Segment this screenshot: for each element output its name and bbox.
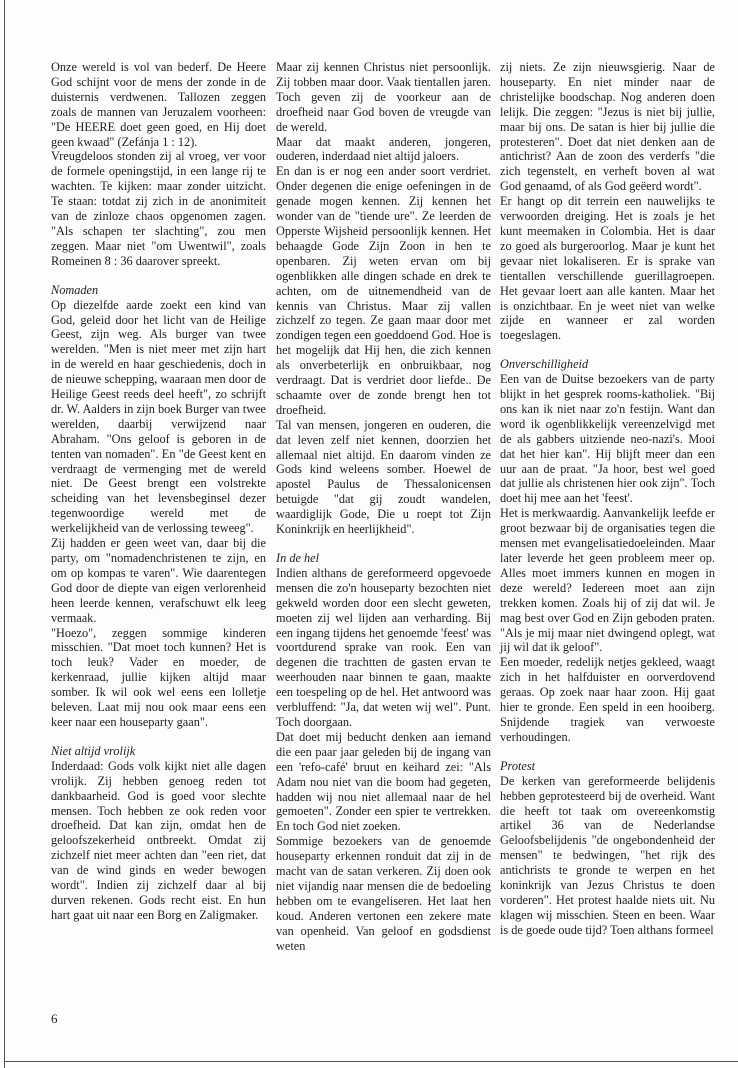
page-edge-bottom bbox=[4, 1061, 738, 1062]
section-heading: Nomaden bbox=[51, 282, 99, 297]
paragraph: zij niets. Ze zijn nieuwsgierig. Naar de houseparty. En niet minder naar de christelijke boodschap. Nog anderen doen lelijk. Die zeggen: "Jezus is niet bij jullie, maar bij ons. De satan is hier bij jullie die protesteren". Doet dat niet denken aan de antichrist? Aan de zoon des verderfs "die zich tegenstelt, en verheft boven al wat God genaamd, of als God geëerd wordt". bbox=[500, 60, 715, 194]
section-heading: Onverschilligheid bbox=[500, 357, 589, 372]
text-column-1 bbox=[51, 60, 266, 923]
paragraph: Indien althans de gereformeerd opgevoede mensen die zo'n houseparty bezochten niet gekweld worden door een slecht geweten, moeten zij wel lijden aan verharding. Bij een ingang tijdens het genoemde 'feest' was voortdurend sprake van rook. Een van degenen die trachtten de gasten ervan te weerhouden naar binnen te gaan, maakte een toespeling op de hel. Het antwoord was verbluffend: "Ja, dat weten wij wel". Punt. Toch doorgaan. bbox=[276, 565, 491, 729]
paragraph: Maar dat maakt anderen, jongeren, ouderen, inderdaad niet altijd jaloers. bbox=[276, 134, 491, 164]
paragraph: Inderdaad: Gods volk kijkt niet alle dagen vrolijk. Zij hebben genoeg reden tot dankbaarheid. God is goed voor slechte mensen. Toch hebben ze ook reden voor droefheid. Dat kan zijn, omdat hen de geloofszekerheid ontbreekt. Omdat zij zichzelf niet meer achten dan "een riet, dat van de wind ginds en weder bewogen wordt". Indien zij zichzelf daar al bij durven rekenen. Gods recht eist. En hun hart gaat uit naar een Borg en Zaligmaker. bbox=[51, 758, 266, 922]
paragraph: Het is merkwaardig. Aanvankelijk leefde er groot bezwaar bij de organisaties tegen die mensen met evangelisatiedoeleinden. Maar later leverde het geen probleem meer op. Alles moet immers kunnen en mogen in deze wereld? Iedereen moet aan zijn trekken komen. Zoals hij of zij dat wil. Je mag best over God en Zijn geboden praten. "Als je mij maar niet dwingend oplegt, wat jij wil dat ik geloof". bbox=[500, 506, 715, 655]
section-heading: In de hel bbox=[276, 551, 320, 565]
section-heading: Protest bbox=[500, 758, 536, 773]
paragraph: En dan is er nog een ander soort verdriet. Onder degenen die enige oefeningen in de genade mogen kennen. Zij kennen het wonder van de "tiende ure". Ze leerden de Opperste Wijsheid persoonlijk kennen. Het behaagde Gode Zijn Zoon in hen te openbaren. Zij weten ervan om bij ogenblikken alle dingen schade en drek te achten, om de uitnemendheid van de kennis van Christus. Maar zij vallen zichzelf zo tegen. Ze gaan maar door met zondigen tegen een goeddoend God. Hoe is het mogelijk dat Hij hen, die zich kennen als onverbeterlijk en onbruikbaar, nog verdraagt. Dat is verdriet door liefde.. De schaamte over de zonde brengt hen tot droefheid. bbox=[276, 164, 491, 417]
paragraph: Op diezelfde aarde zoekt een kind van God, geleid door het licht van de Heilige Geest, zijn weg. Als burger van twee werelden. "Men is niet meer met zijn hart in de wereld en haar geschiedenis, doch in de nieuwe schepping, waaraan men door de Heilige Geest reeds deel heeft", zo schrijft dr. W. Aalders in zijn boek Burger van twee werelden, daarbij verwijzend naar Abraham. "Ons geloof is geboren in de tenten van nomaden". En "de Geest kent en verdraagt de vermenging met de wereld niet. De Geest brengt een volstrekte scheiding van het levensbeginsel dezer tegenwoordige wereld met de werkelijkheid van de verlossing teweeg". bbox=[51, 297, 266, 536]
paragraph: Tal van mensen, jongeren en ouderen, die dat leven zelf niet kennen, doorzien het allemaal niet altijd. En daarom vinden ze Gods kind weleens somber. Hoewel de apostel Paulus de Thessalonicensen betuigde "dat gij zoudt wandelen, waardiglijk Gode, Die u roept tot Zijn Koninkrijk en heerlijkheid". bbox=[276, 417, 491, 537]
text-column-2 bbox=[276, 60, 491, 953]
paragraph: Er hangt op dit terrein een nauwelijks te verwoorden dreiging. Het is zoals je het kunt meemaken in Colombia. Het is daar zo goed als burgeroorlog. Maar je kunt het gevaar niet lokaliseren. Er is sprake van tientallen verschillende guerillagroepen. Het gevaar loert aan alle kanten. Maar het is onzichtbaar. En je weet niet van welke zijde en wanneer er zal worden toegeslagen. bbox=[500, 194, 715, 343]
text-column-3 bbox=[500, 60, 715, 938]
page-edge-left bbox=[4, 0, 5, 1068]
paragraph: Vreugdeloos stonden zij al vroeg, ver voor de formele openingstijd, in een lange rij te wachten. Te kijken: maar zonder uitzicht. Te staan: totdat zij zich in de anonimiteit van de zinloze chaos opgenomen zagen. "Als schapen ter slachting", zou men zeggen. Maar niet "om Uwentwil", zoals Romeinen 8 : 36 daarover spreekt. bbox=[51, 149, 266, 268]
paragraph: "Hoezo", zeggen sommige kinderen misschien. "Dat moet toch kunnen? Het is toch leuk? Vader en moeder, de kerkenraad, jullie kijken altijd maar somber. Ik wil ook wel eens een lolletje beleven. Laat mij nou ook maar eens een keer naar een houseparty gaan". bbox=[51, 625, 266, 729]
paragraph: Zij hadden er geen weet van, daar bij die party, om "nomadenchristenen te zijn, en om op kompas te varen". Wie daarentegen God door de diepte van eigen verlorenheid heen leerde kennen, verafschuwt elk leeg vermaak. bbox=[51, 536, 266, 625]
section-heading: Niet altijd vrolijk bbox=[51, 743, 136, 758]
paragraph: Maar zij kennen Christus niet persoonlijk. Zij tobben maar door. Vaak tientallen jaren. Toch geven zij de voorkeur aan de droefheid naar God boven de vreugde van de wereld. bbox=[276, 60, 491, 134]
page-number: 6 bbox=[51, 1011, 58, 1026]
paragraph: De kerken van gereformeerde belijdenis hebben geprotesteerd bij de overheid. Want die heeft tot taak om overeenkomstig artikel 36 van de Nederlandse Geloofsbelijdenis "de ongebondenheid der mensen" te bedwingen, "het rijk des antichrists te gronde te werpen en het koninkrijk van Jezus Christus te doen vorderen". Het protest haalde niets uit. Nu klagen wij misschien. Steen en been. Waar is de goede oude tijd? Toen althans formeel bbox=[500, 773, 715, 937]
paragraph: Dat doet mij beducht denken aan iemand die een paar jaar geleden bij de ingang van een 'refo-café' bruut en keihard zei: "Als Adam nou niet van die boom had gegeten, hadden wij nou niet allemaal naar de hel gemoeten". Zonder een spier te vertrekken. En toch God niet zoeken. bbox=[276, 729, 491, 834]
paragraph: Onze wereld is vol van bederf. De Heere God schijnt voor de mens der zonde in de duisternis verdwenen. Tallozen zeggen zoals de mannen van Jeruzalem voorheen: "De HEERE doet geen goed, en Hij doet geen kwaad" (Zefánja 1 : 12). bbox=[51, 60, 266, 149]
paragraph: Sommige bezoekers van de genoemde houseparty erkennen ronduit dat zij in de macht van de satan verkeren. Zij doen ook niet vijandig naar mensen die de bedoeling hebben om te evangeliseren. Het laat hen koud. Anderen vertonen een zekere mate van openheid. Van geloof en godsdienst weten bbox=[276, 834, 491, 953]
paragraph: Een moeder, redelijk netjes gekleed, waagt zich in het halfduister en oorverdovend geraas. Op zoek naar haar zoon. Hij gaat hier te gronde. Een speld in een hooiberg. Snijdende tragiek van verwoeste verhoudingen. bbox=[500, 655, 715, 744]
paragraph: Een van de Duitse bezoekers van de party blijkt in het gesprek rooms-katholiek. "Bij ons kan ik niet naar zo'n festijn. Want dan word ik ogenblikkelijk vereenzelvigd met de als gabbers uitziende neo-nazi's. Mooi dat het hier kan". Hij blijft meer dan een uur aan de praat. "Ja hoor, best wel goed dat jullie als christenen hier ook zijn". Toch doet hij mee aan het 'feest'. bbox=[500, 372, 715, 506]
